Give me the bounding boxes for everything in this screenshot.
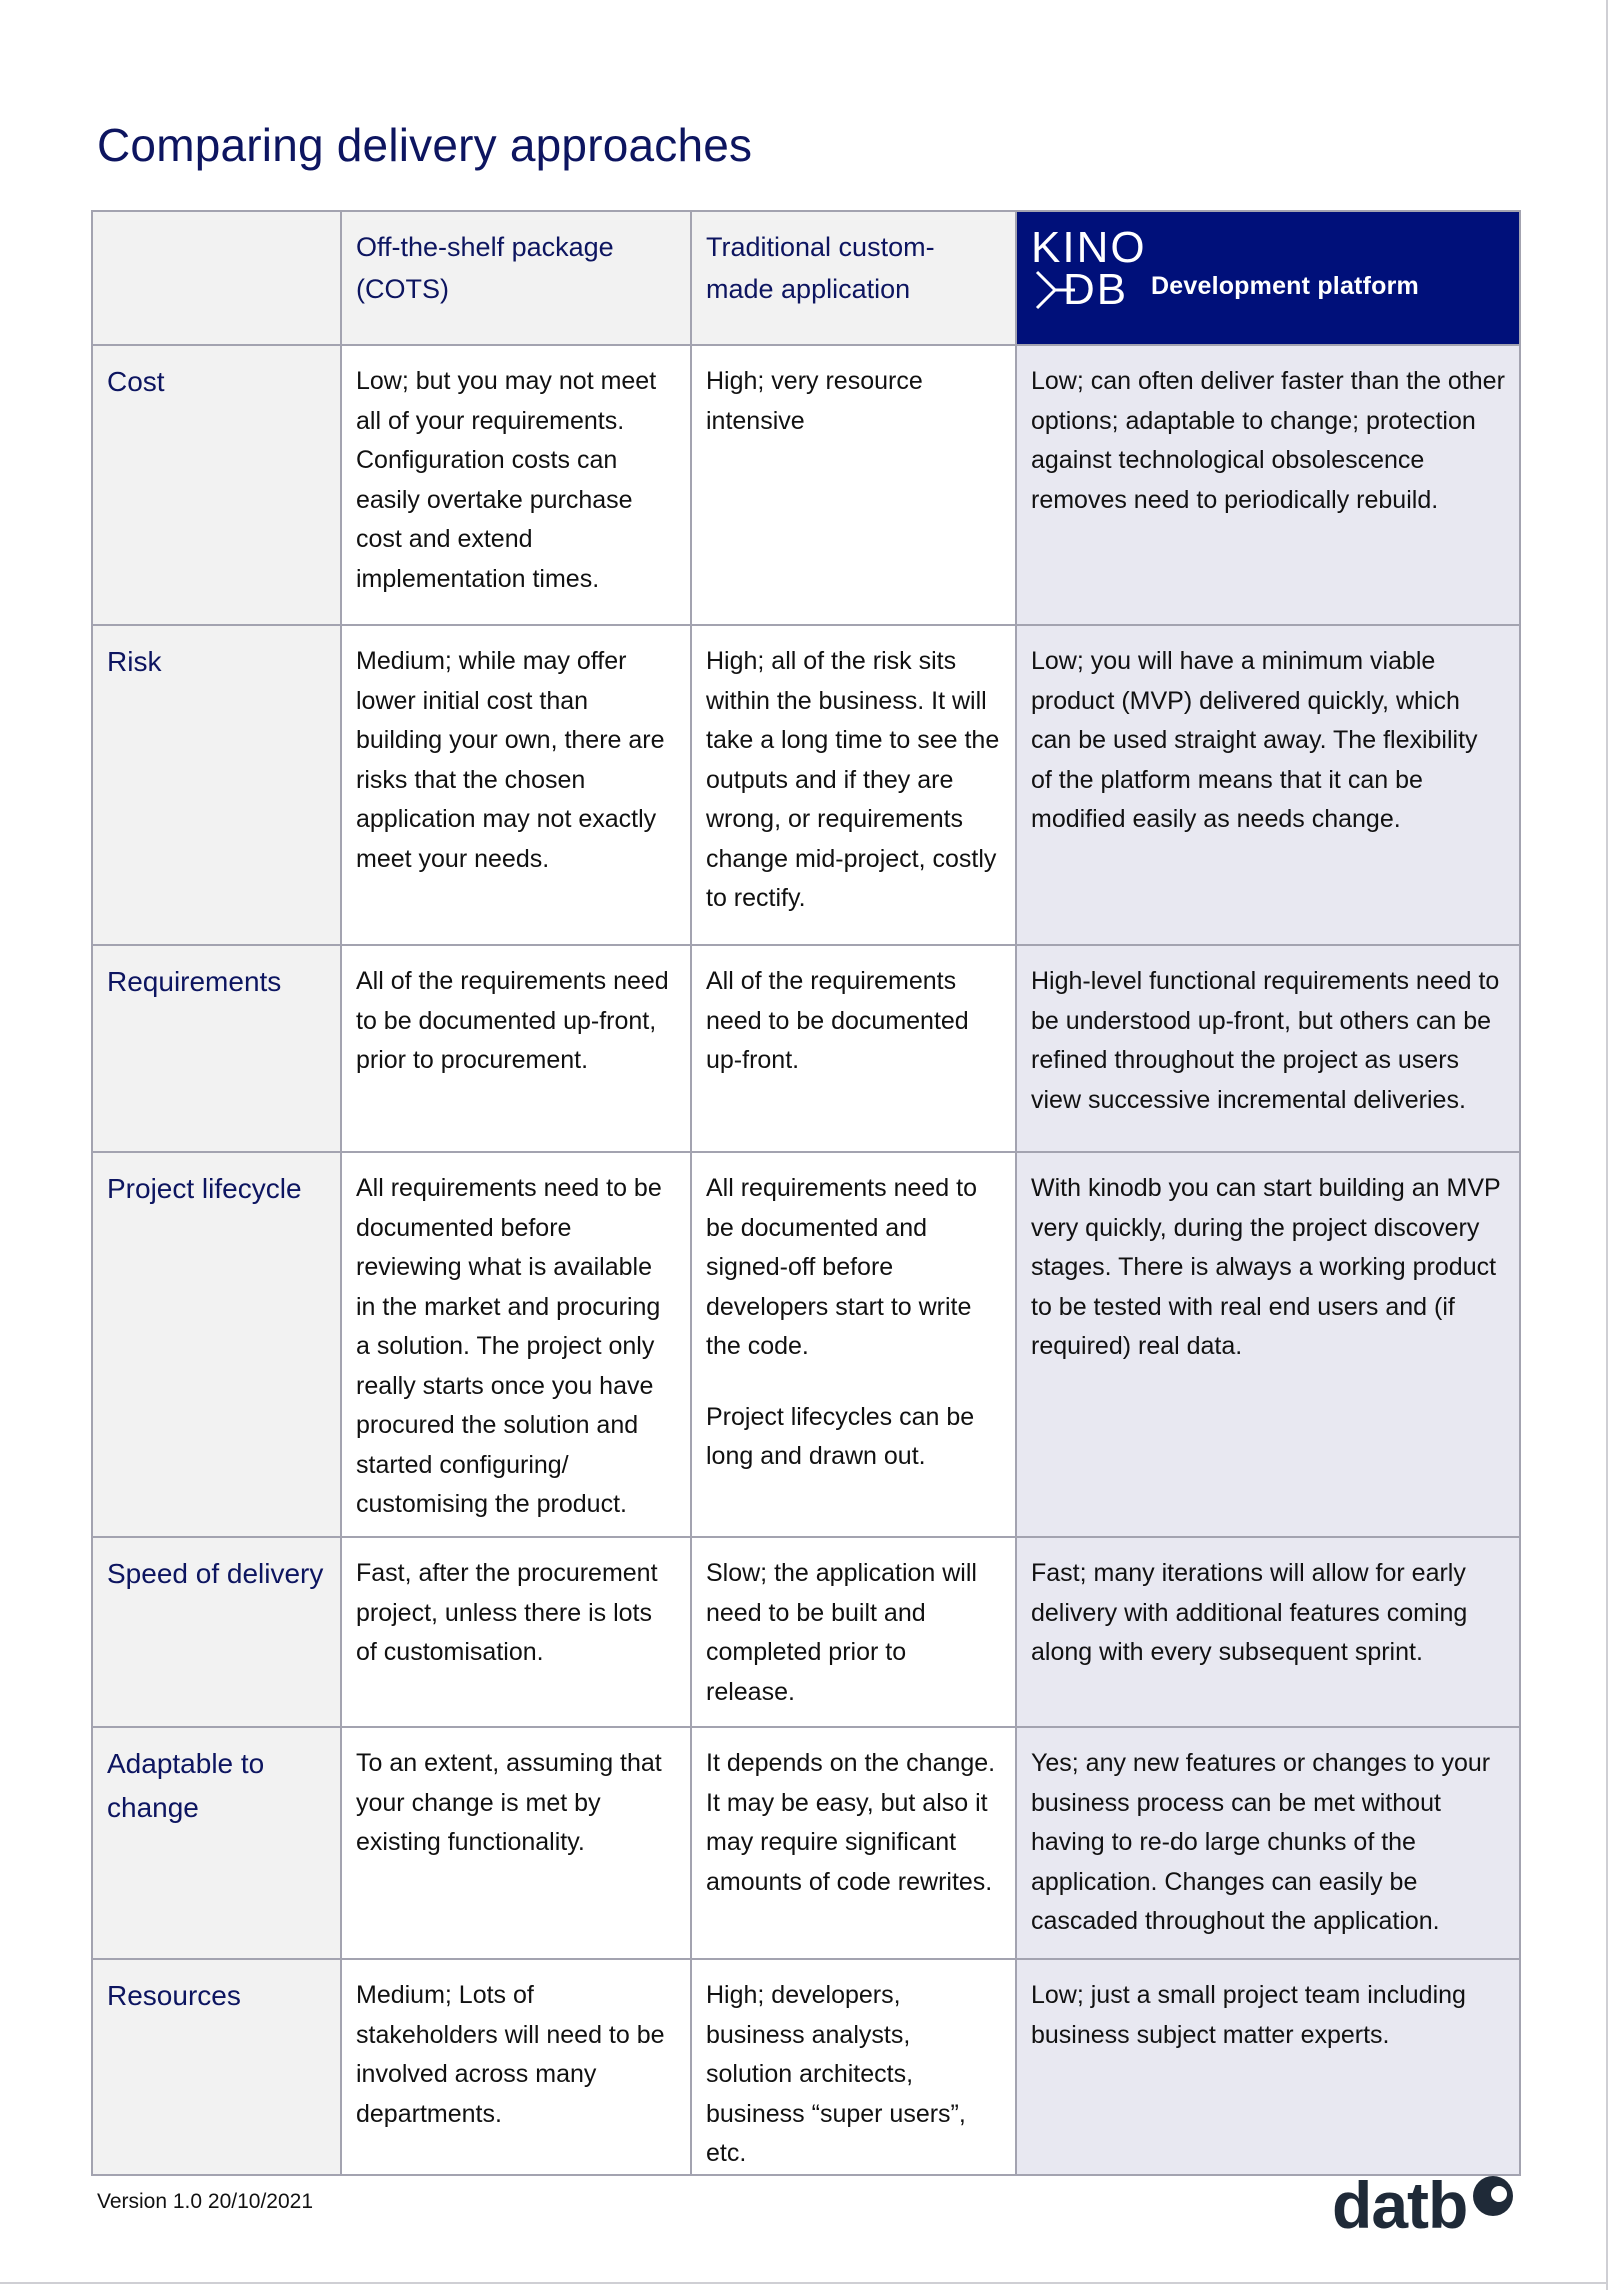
- table-row: [92, 1152, 1520, 1537]
- cell-paragraph: High; all of the risk sits within the business. It will take a long time to see the outputs and if they are wrong, or requirements change mid-project, costly to rectify.: [706, 647, 1000, 912]
- header-traditional: Traditional custom-made application: [691, 211, 1016, 345]
- traditional-cell: [691, 1537, 1016, 1727]
- kinodb-cell: [1016, 345, 1520, 625]
- row-label: Speed of delivery: [92, 1537, 341, 1727]
- table-row: [92, 625, 1520, 945]
- table-row: [92, 1727, 1520, 1959]
- kinodb-cell: [1016, 625, 1520, 945]
- cell-paragraph: With kinodb you can start building an MVP very quickly, during the project discovery stages. There is always a working product to be tested with real end users and (if required) real data.: [1031, 1174, 1501, 1360]
- header-kinodb: [1016, 211, 1520, 345]
- traditional-cell: [691, 1959, 1016, 2175]
- cell-paragraph: All of the requirements need to be documented up-front, prior to procurement.: [356, 967, 669, 1074]
- traditional-cell: [691, 1727, 1016, 1959]
- kinodb-cell: [1016, 1959, 1520, 2175]
- brand-name: datb: [1332, 2168, 1468, 2242]
- kinodb-cell: [1016, 945, 1520, 1152]
- cell-paragraph: High; developers, business analysts, solution architects, business “super users”, etc.: [706, 1981, 966, 2167]
- cell-paragraph: Low; can often deliver faster than the other options; adaptable to change; protection against technological obsolescence removes need to periodically rebuild.: [1031, 367, 1505, 514]
- cots-cell: [341, 945, 691, 1152]
- header-empty-cell: [92, 211, 341, 345]
- cots-cell: [341, 1152, 691, 1537]
- cots-cell: [341, 1727, 691, 1959]
- table-row: [92, 345, 1520, 625]
- cell-paragraph: Project lifecycles can be long and drawn out.: [706, 1402, 975, 1470]
- kinodb-logo-top: KINO: [1031, 223, 1147, 272]
- traditional-cell: [691, 345, 1016, 625]
- row-label: Risk: [92, 625, 341, 945]
- row-label: Resources: [92, 1959, 341, 2175]
- cell-paragraph: Medium; while may offer lower initial cost than building your own, there are risks that the chosen application may not exactly meet your needs.: [356, 647, 665, 873]
- cots-cell: [341, 1537, 691, 1727]
- cell-paragraph: Yes; any new features or changes to your business process can be met without having to re-do large chunks of the application. Changes can easily be cascaded throughout the application.: [1031, 1749, 1491, 1935]
- table-row: [92, 1537, 1520, 1727]
- footer-version: Version 1.0 20/10/2021: [97, 2190, 314, 2213]
- cell-paragraph: Low; just a small project team including business subject matter experts.: [1031, 1981, 1466, 2049]
- row-label: Project lifecycle: [92, 1152, 341, 1537]
- row-label: Cost: [92, 345, 341, 625]
- brand-mark-icon: [1471, 2174, 1515, 2218]
- kinodb-logo-bottom: DB: [1063, 265, 1129, 314]
- cell-paragraph: Low; you will have a minimum viable product (MVP) delivered quickly, which can be used straight away. The flexibility of the platform means that it can be modified easily as needs change.: [1031, 647, 1478, 833]
- cots-cell: [341, 1959, 691, 2175]
- kinodb-cell: [1016, 1537, 1520, 1727]
- cell-paragraph: To an extent, assuming that your change is met by existing functionality.: [356, 1749, 662, 1856]
- table-header-row: [92, 211, 1520, 345]
- kinodb-label: Development platform: [1151, 271, 1419, 300]
- cell-paragraph: Fast, after the procurement project, unless there is lots of customisation.: [356, 1559, 658, 1666]
- cell-paragraph: Low; but you may not meet all of your requirements. Configuration costs can easily overtake purchase cost and extend implementation times.: [356, 367, 657, 593]
- cell-paragraph: Medium; Lots of stakeholders will need to be involved across many departments.: [356, 1981, 665, 2128]
- traditional-cell: [691, 1152, 1016, 1537]
- page-title: Comparing delivery approaches: [97, 119, 753, 171]
- cots-cell: [341, 625, 691, 945]
- traditional-cell: [691, 625, 1016, 945]
- cell-paragraph: High; very resource intensive: [706, 367, 923, 435]
- cell-paragraph: All requirements need to be documented before reviewing what is available in the market and procuring a solution. The project only really starts once you have procured the solution and started configuring/ customising the product.: [356, 1174, 662, 1518]
- table-row: [92, 1959, 1520, 2175]
- kinodb-logo: [1031, 223, 1505, 314]
- traditional-cell: [691, 945, 1016, 1152]
- kinodb-cell: [1016, 1727, 1520, 1959]
- page-edge-bottom: [0, 2282, 1608, 2284]
- cell-paragraph: All of the requirements need to be documented up-front.: [706, 967, 969, 1074]
- row-label: Requirements: [92, 945, 341, 1152]
- kinodb-cell: [1016, 1152, 1520, 1537]
- page-edge-right: [1606, 0, 1608, 2290]
- cell-paragraph: Fast; many iterations will allow for early delivery with additional features coming along with every subsequent sprint.: [1031, 1559, 1468, 1666]
- cell-paragraph: Slow; the application will need to be built and completed prior to release.: [706, 1559, 977, 1706]
- cell-paragraph: It depends on the change. It may be easy, but also it may require significant amounts of code rewrites.: [706, 1749, 996, 1896]
- comparison-table: [91, 210, 1521, 2176]
- table-row: [92, 945, 1520, 1152]
- header-cots: Off-the-shelf package (COTS): [341, 211, 691, 345]
- row-label: Adaptable to change: [92, 1727, 341, 1959]
- cots-cell: [341, 345, 691, 625]
- cell-paragraph: High-level functional requirements need to be understood up-front, but others can be refined throughout the project as users view successive incremental deliveries.: [1031, 967, 1500, 1114]
- cell-paragraph: All requirements need to be documented and signed-off before developers start to write the code.: [706, 1174, 977, 1360]
- brand-logo: [1332, 2170, 1532, 2240]
